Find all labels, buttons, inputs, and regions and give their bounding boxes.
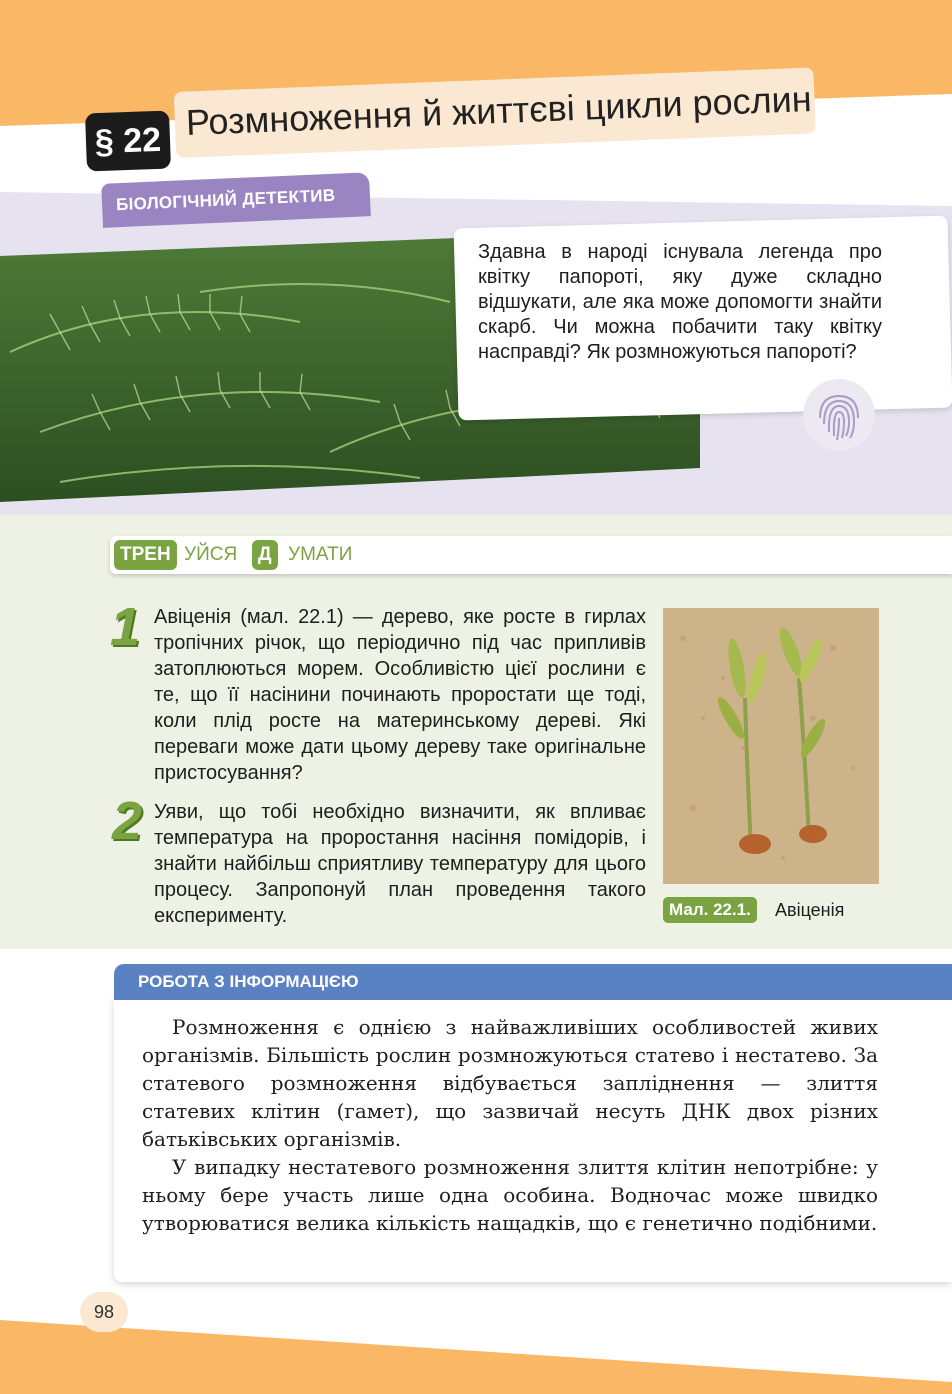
bottom-orange-band [0, 1300, 952, 1394]
task-number: 1 [110, 597, 141, 657]
page-number: 98 [80, 1292, 128, 1332]
task-text: Уяви, що тобі необхідно визначити, як впливає температура на проростання насіння помідорів, і знайти найбільш сприятливу температуру для цього процесу. Запропонуй план проведення такого експерименту. [154, 801, 646, 927]
figure-label: Мал. 22.1. [663, 897, 757, 923]
training-tag-rest: УЙСЯ [184, 544, 238, 565]
fingerprint-icon [802, 378, 876, 452]
info-header: РОБОТА З ІНФОРМАЦІЄЮ [114, 964, 952, 1000]
info-text [142, 1013, 878, 1237]
task-text: Авіценія (мал. 22.1) — дерево, яке росте в гирлах тропічних річок, що періодично під час припливів затоплюються морем. Особливістю цієї рослини є те, що її насінини починають проростати ще тоді, коли плід росте на материнському дереві. Які переваги може дати цьому дереву таке оригінальне пристосування? [154, 606, 646, 784]
training-tag-box: ТРЕН [114, 540, 177, 570]
avicennia-seedling-photo [663, 608, 879, 884]
riddle-text: Здавна в народі існувала легенда про квітку папороті, яку дуже складно відшукати, але яка може допомогти знайти скарб. Чи можна побачити таку квітку насправді? Як розмножуються папороті? [478, 241, 882, 363]
info-paragraph: У випадку нестатевого розмноження злиття клітин непотрібне: у ньому бере участь лише одна особина. Водночас може швидко утворюватися велика кількість нащадків, що є генетично подібними. [142, 1155, 878, 1235]
section-badge: § 22 [85, 111, 171, 172]
thinking-tag-box: Д [252, 540, 278, 570]
thinking-tag-rest: УМАТИ [288, 544, 353, 565]
info-paragraph: Розмноження є однією з найважливіших особливостей живих організмів. Більшість рослин розмножуються статево і нестатево. За статевого розмноження відбувається запліднення — злиття статевих клітин (гамет), що зазвичай несуть ДНК двох різних батьківських організмів. [142, 1015, 878, 1151]
figure-caption: Авіценія [775, 900, 845, 920]
page-title: Розмноження й життєві цикли рослин [185, 77, 813, 143]
task-number: 2 [112, 791, 143, 851]
detective-label: БІОЛОГІЧНИЙ ДЕТЕКТИВ [101, 172, 371, 228]
